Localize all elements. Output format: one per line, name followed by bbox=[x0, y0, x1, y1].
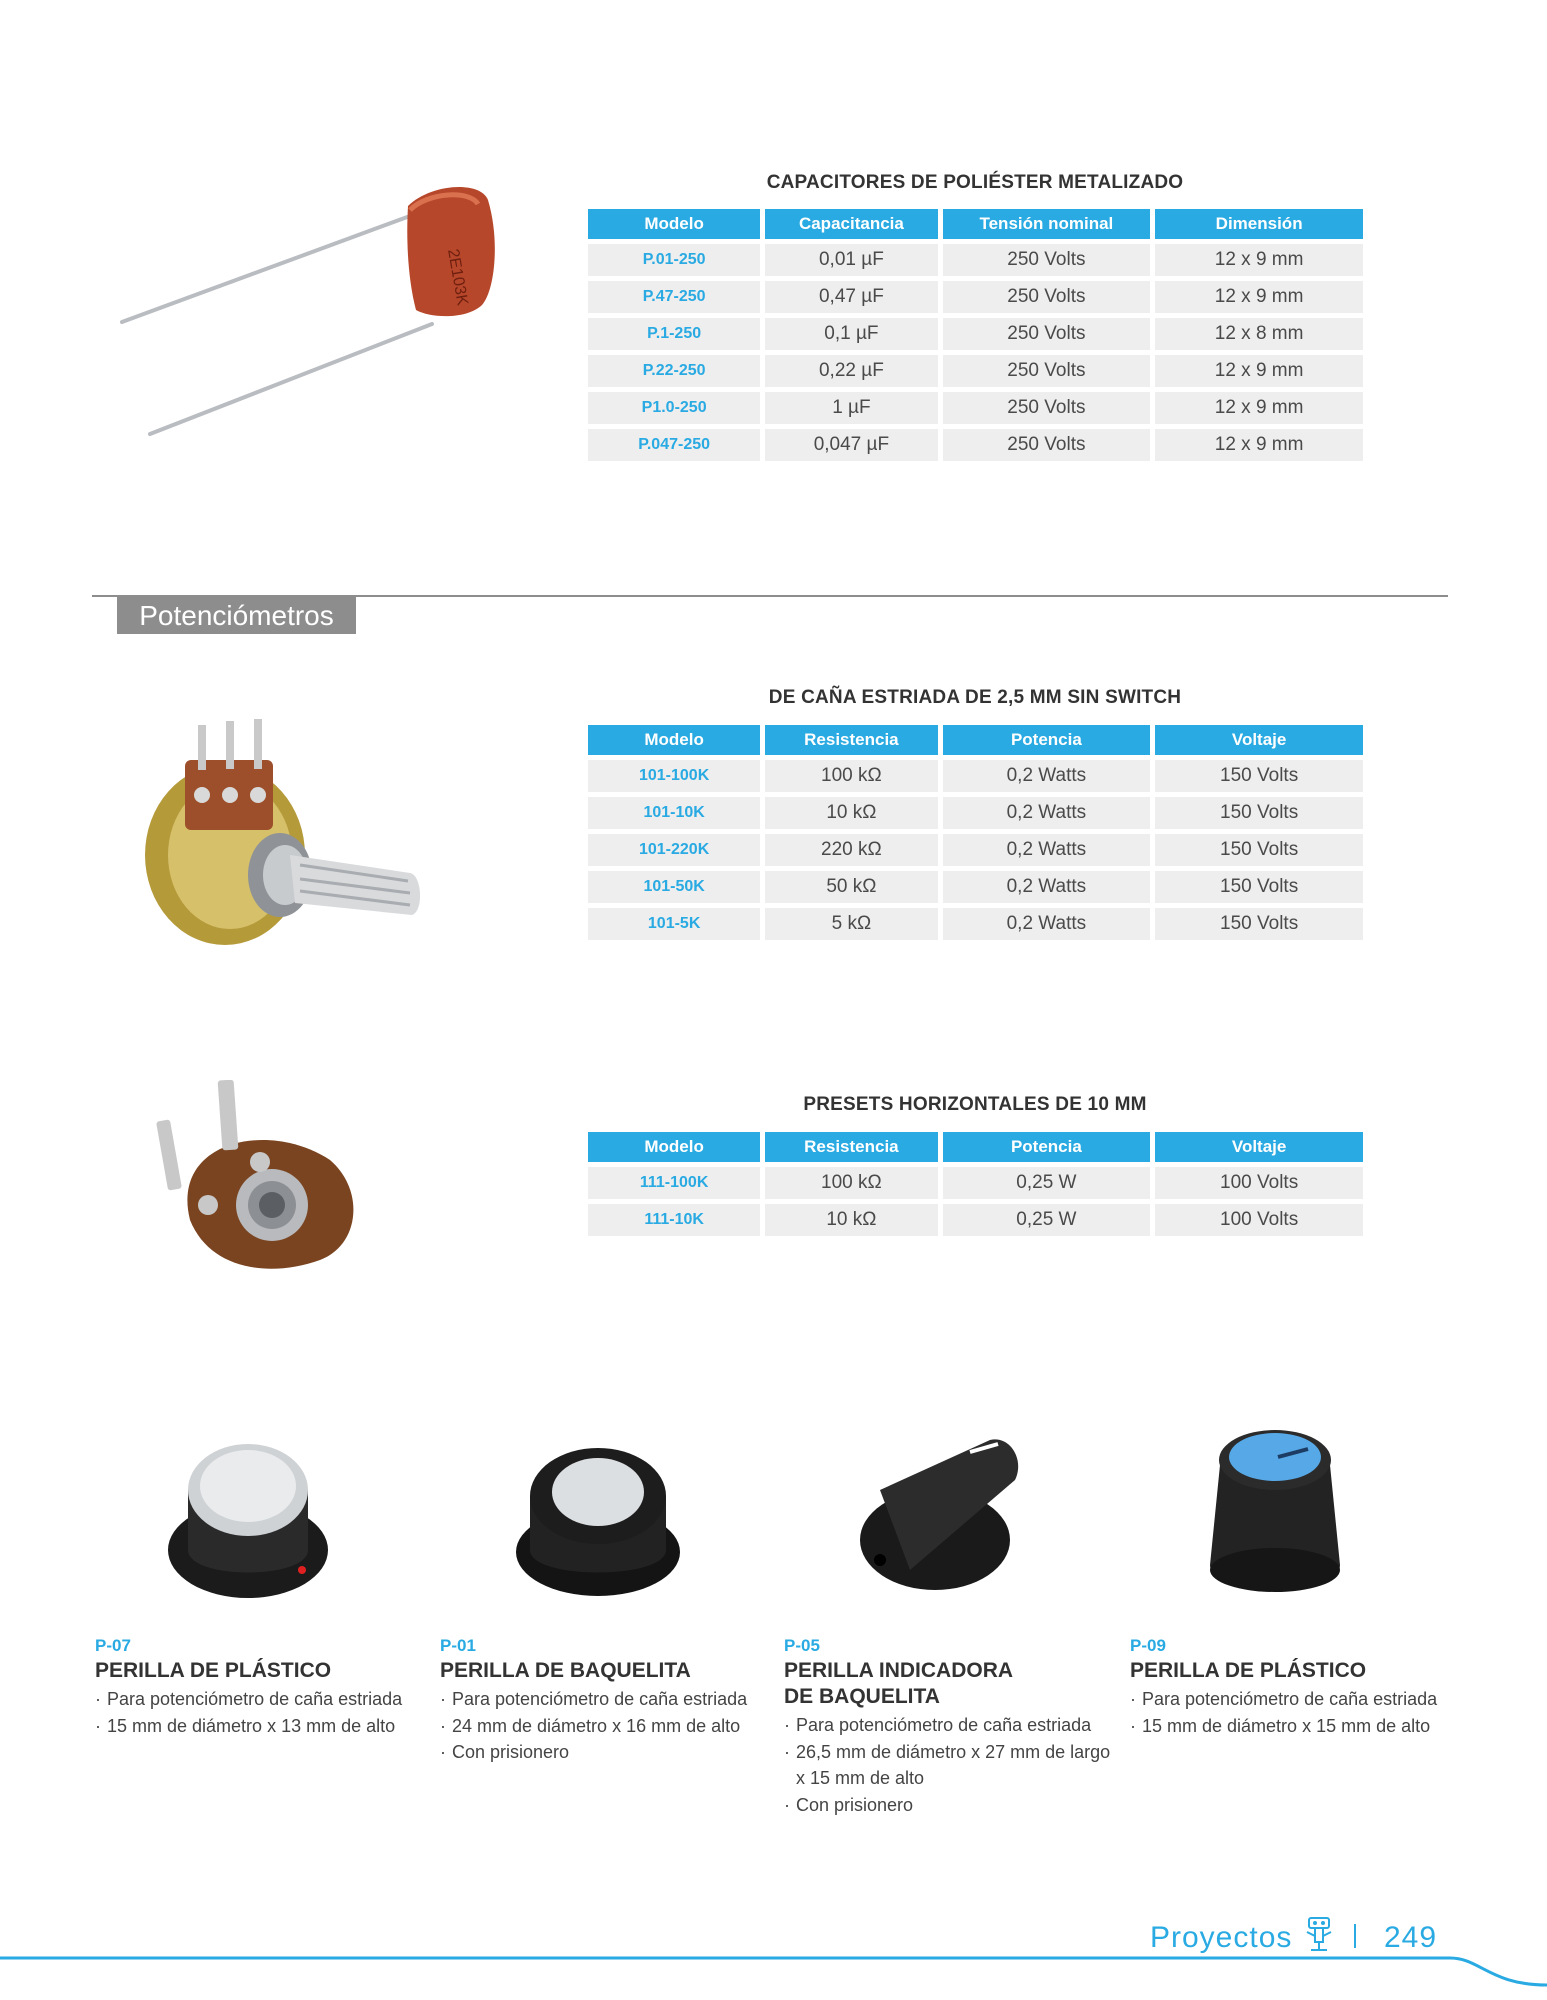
model-cell: 111-100K bbox=[588, 1167, 760, 1199]
column-header: Modelo bbox=[588, 209, 760, 239]
capacitor-marking: 2E103K bbox=[444, 247, 471, 307]
feature-item: · 15 mm de diámetro x 15 mm de alto bbox=[1130, 1713, 1450, 1740]
knob-p05-image bbox=[850, 1420, 1040, 1610]
knob-name: PERILLA DE PLÁSTICO bbox=[1130, 1659, 1367, 1682]
value-cell: 0,047 µF bbox=[765, 429, 937, 461]
model-cell: 111-10K bbox=[588, 1204, 760, 1236]
model-cell: 101-10K bbox=[588, 797, 760, 829]
table-row bbox=[588, 355, 1363, 387]
footer-section-label: Proyectos bbox=[1150, 1921, 1293, 1954]
resistance-cell: 5 kΩ bbox=[765, 908, 937, 940]
feature-item: · Con prisionero bbox=[784, 1792, 1114, 1819]
knob-p01-image bbox=[508, 1420, 688, 1610]
column-header: Potencia bbox=[943, 1132, 1151, 1162]
voltage-cell: 250 Volts bbox=[943, 281, 1151, 313]
resistance-cell: 100 kΩ bbox=[765, 760, 937, 792]
capacitor-table bbox=[583, 204, 1368, 466]
power-cell: 0,25 W bbox=[943, 1204, 1151, 1236]
dimension-cell: 12 x 9 mm bbox=[1155, 244, 1363, 276]
column-header: Modelo bbox=[588, 725, 760, 755]
knob-name: PERILLA DE BAQUELITA bbox=[440, 1659, 691, 1682]
table-header-row bbox=[588, 725, 1363, 755]
value-cell: 1 µF bbox=[765, 392, 937, 424]
page-number: 249 bbox=[1384, 1921, 1438, 1954]
table-row bbox=[588, 797, 1363, 829]
dimension-cell: 12 x 9 mm bbox=[1155, 429, 1363, 461]
resistance-cell: 100 kΩ bbox=[765, 1167, 937, 1199]
column-header: Tensión nominal bbox=[943, 209, 1151, 239]
power-cell: 0,2 Watts bbox=[943, 871, 1151, 903]
column-header: Modelo bbox=[588, 1132, 760, 1162]
voltage-cell: 250 Volts bbox=[943, 318, 1151, 350]
table-header-row bbox=[588, 209, 1363, 239]
model-cell: 101-50K bbox=[588, 871, 760, 903]
voltage-cell: 150 Volts bbox=[1155, 760, 1363, 792]
feature-item: · Para potenciómetro de caña estriada bbox=[1130, 1686, 1450, 1713]
potentiometer-table bbox=[583, 720, 1368, 945]
knob-p09-image bbox=[1200, 1405, 1360, 1605]
power-cell: 0,25 W bbox=[943, 1167, 1151, 1199]
capacitor-image bbox=[110, 170, 510, 450]
knob-p05-info bbox=[784, 1636, 1114, 1818]
knob-code: P-07 bbox=[95, 1636, 131, 1655]
column-header: Resistencia bbox=[765, 1132, 937, 1162]
voltage-cell: 250 Volts bbox=[943, 355, 1151, 387]
footer-separator bbox=[1354, 1924, 1356, 1948]
knob-code: P-01 bbox=[440, 1636, 476, 1655]
column-header: Resistencia bbox=[765, 725, 937, 755]
resistance-cell: 10 kΩ bbox=[765, 797, 937, 829]
voltage-cell: 150 Volts bbox=[1155, 871, 1363, 903]
power-cell: 0,2 Watts bbox=[943, 908, 1151, 940]
power-cell: 0,2 Watts bbox=[943, 760, 1151, 792]
knob-code: P-09 bbox=[1130, 1636, 1166, 1655]
value-cell: 0,01 µF bbox=[765, 244, 937, 276]
model-cell: P.47-250 bbox=[588, 281, 760, 313]
voltage-cell: 150 Volts bbox=[1155, 908, 1363, 940]
section-title: Potenciómetros bbox=[117, 597, 356, 634]
robot-icon bbox=[1303, 1916, 1335, 1952]
table-row bbox=[588, 318, 1363, 350]
table-header-row bbox=[588, 1132, 1363, 1162]
capacitor-table-title: CAPACITORES DE POLIÉSTER METALIZADO bbox=[766, 172, 1184, 193]
model-cell: 101-5K bbox=[588, 908, 760, 940]
power-cell: 0,2 Watts bbox=[943, 797, 1151, 829]
knob-features bbox=[95, 1686, 415, 1739]
potentiometer-table-title: DE CAÑA ESTRIADA DE 2,5 MM SIN SWITCH bbox=[768, 687, 1182, 708]
model-cell: P.047-250 bbox=[588, 429, 760, 461]
column-header: Voltaje bbox=[1155, 1132, 1363, 1162]
column-header: Voltaje bbox=[1155, 725, 1363, 755]
column-header: Capacitancia bbox=[765, 209, 937, 239]
table-row bbox=[588, 760, 1363, 792]
model-cell: P.22-250 bbox=[588, 355, 760, 387]
model-cell: P.1-250 bbox=[588, 318, 760, 350]
preset-image bbox=[150, 1080, 370, 1280]
knob-p07-image bbox=[160, 1420, 340, 1610]
feature-item: · Con prisionero bbox=[440, 1739, 760, 1766]
resistance-cell: 10 kΩ bbox=[765, 1204, 937, 1236]
table-row bbox=[588, 1204, 1363, 1236]
column-header: Potencia bbox=[943, 725, 1151, 755]
feature-item: · Para potenciómetro de caña estriada bbox=[784, 1712, 1114, 1739]
voltage-cell: 150 Volts bbox=[1155, 797, 1363, 829]
table-row bbox=[588, 834, 1363, 866]
feature-item: · Para potenciómetro de caña estriada bbox=[95, 1686, 415, 1713]
table-row bbox=[588, 244, 1363, 276]
voltage-cell: 250 Volts bbox=[943, 392, 1151, 424]
preset-table bbox=[583, 1127, 1368, 1241]
knob-features bbox=[440, 1686, 760, 1766]
knob-p07-info bbox=[95, 1636, 415, 1739]
dimension-cell: 12 x 9 mm bbox=[1155, 281, 1363, 313]
dimension-cell: 12 x 9 mm bbox=[1155, 392, 1363, 424]
model-cell: 101-100K bbox=[588, 760, 760, 792]
model-cell: P.01-250 bbox=[588, 244, 760, 276]
table-row bbox=[588, 871, 1363, 903]
voltage-cell: 100 Volts bbox=[1155, 1204, 1363, 1236]
dimension-cell: 12 x 9 mm bbox=[1155, 355, 1363, 387]
feature-item: · 26,5 mm de diámetro x 27 mm de largo x 15 mm de alto bbox=[784, 1739, 1114, 1792]
table-row bbox=[588, 908, 1363, 940]
knob-name: PERILLA DE PLÁSTICO bbox=[95, 1659, 332, 1682]
model-cell: 101-220K bbox=[588, 834, 760, 866]
knob-features bbox=[1130, 1686, 1450, 1739]
feature-item: · 15 mm de diámetro x 13 mm de alto bbox=[95, 1713, 415, 1740]
voltage-cell: 250 Volts bbox=[943, 244, 1151, 276]
knob-features bbox=[784, 1712, 1114, 1818]
power-cell: 0,2 Watts bbox=[943, 834, 1151, 866]
voltage-cell: 150 Volts bbox=[1155, 834, 1363, 866]
table-row bbox=[588, 429, 1363, 461]
voltage-cell: 100 Volts bbox=[1155, 1167, 1363, 1199]
dimension-cell: 12 x 8 mm bbox=[1155, 318, 1363, 350]
resistance-cell: 220 kΩ bbox=[765, 834, 937, 866]
footer-line bbox=[0, 1955, 1547, 2000]
resistance-cell: 50 kΩ bbox=[765, 871, 937, 903]
table-row bbox=[588, 1167, 1363, 1199]
feature-item: · Para potenciómetro de caña estriada bbox=[440, 1686, 760, 1713]
knob-code: P-05 bbox=[784, 1636, 820, 1655]
table-row bbox=[588, 392, 1363, 424]
column-header: Dimensión bbox=[1155, 209, 1363, 239]
preset-table-title: PRESETS HORIZONTALES DE 10 MM bbox=[803, 1094, 1147, 1115]
voltage-cell: 250 Volts bbox=[943, 429, 1151, 461]
knob-p01-info bbox=[440, 1636, 760, 1766]
model-cell: P1.0-250 bbox=[588, 392, 760, 424]
knob-p09-info bbox=[1130, 1636, 1450, 1739]
value-cell: 0,22 µF bbox=[765, 355, 937, 387]
value-cell: 0,1 µF bbox=[765, 318, 937, 350]
feature-item: · 24 mm de diámetro x 16 mm de alto bbox=[440, 1713, 760, 1740]
table-row bbox=[588, 281, 1363, 313]
potentiometer-image bbox=[130, 715, 430, 975]
value-cell: 0,47 µF bbox=[765, 281, 937, 313]
knob-name: PERILLA INDICADORA DE BAQUELITA bbox=[784, 1659, 1013, 1708]
